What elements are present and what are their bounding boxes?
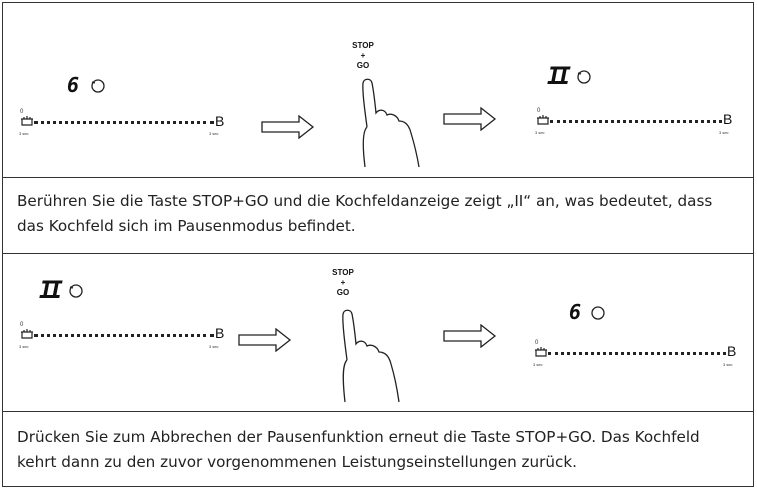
slider-min-label: 0 [535, 340, 539, 346]
plus-label: + [340, 278, 346, 287]
pot-icon [19, 115, 35, 129]
step2-illustration [3, 253, 753, 411]
power-slider [34, 334, 214, 337]
slider-max-label: B [723, 111, 733, 127]
step1-caption: Berühren Sie die Taste STOP+GO und die Kochfeldanzeige zeigt „II“ an, was bedeutet, dass das Kochfeld sich im Pausenmodus befindet. [17, 192, 713, 235]
power-level-digit: 6 [569, 300, 582, 324]
step1-illustration [3, 3, 753, 177]
step2-right-display [533, 296, 743, 386]
step2-stop-go-touch [323, 268, 403, 408]
plus-label: + [360, 51, 366, 60]
pause-level-digit: II [39, 276, 58, 304]
step1-stop-go-touch [343, 41, 423, 171]
step2-caption-cell [3, 411, 753, 487]
right-arrow-icon [443, 324, 497, 348]
step2-caption: Drücken Sie zum Abbrechen der Pausenfunktion erneut die Taste STOP+GO. Das Kochfeld kehrt dann zu den zuvor vorgenommenen Leistungseinstellungen zurück. [17, 428, 700, 471]
slider-max-label: B [215, 325, 225, 341]
right-arrow-icon [261, 115, 315, 139]
pot-icon [19, 328, 35, 342]
slider-time-label-left: 3 sec [533, 362, 543, 367]
go-label: GO [356, 61, 370, 70]
power-slider [548, 352, 726, 355]
pointing-hand-icon [353, 75, 421, 169]
step1-right-display [535, 58, 740, 148]
pot-icon [533, 346, 549, 360]
slider-max-label: B [727, 343, 737, 359]
slider-time-label-right: 3 sec [209, 344, 219, 349]
go-label: GO [336, 288, 350, 297]
pot-icon [535, 114, 551, 128]
slider-max-label: B [215, 113, 225, 129]
slider-time-label-right: 3 sec [719, 130, 729, 135]
step1-left-display [19, 65, 225, 155]
slider-time-label-left: 3 sec [19, 131, 29, 136]
pause-level-digit: II [547, 62, 566, 90]
right-arrow-icon [443, 107, 497, 131]
timer-circle-icon [89, 77, 107, 95]
power-slider [34, 121, 214, 124]
power-slider [550, 120, 722, 123]
power-level-digit: 6 [67, 73, 80, 97]
slider-min-label: 0 [537, 108, 541, 114]
timer-circle-icon [575, 68, 593, 86]
stop-label: STOP [332, 268, 354, 277]
right-arrow-icon [238, 328, 292, 352]
step2-left-display [19, 272, 225, 362]
slider-time-label-left: 3 sec [19, 344, 29, 349]
timer-circle-icon [67, 282, 85, 300]
slider-time-label-left: 3 sec [535, 130, 545, 135]
slider-min-label: 0 [20, 109, 24, 115]
instruction-table [2, 2, 754, 487]
timer-circle-icon [589, 304, 607, 322]
step1-caption-cell [3, 177, 753, 253]
slider-time-label-right: 3 sec [209, 131, 219, 136]
slider-time-label-right: 3 sec [723, 362, 733, 367]
slider-min-label: 0 [20, 322, 24, 328]
stop-label: STOP [352, 41, 374, 50]
pointing-hand-icon [333, 306, 401, 404]
